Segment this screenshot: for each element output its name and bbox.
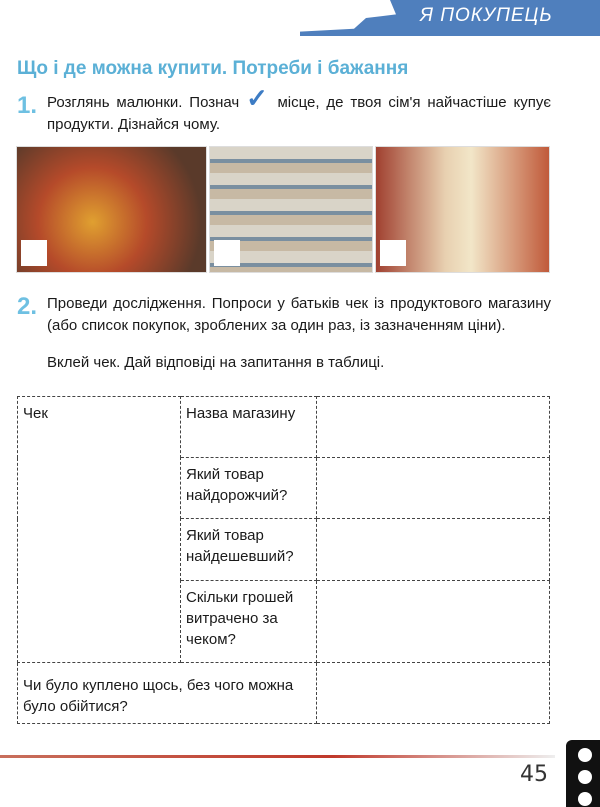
section-banner-label: Я ПОКУПЕЦЬ [420,5,553,26]
answer-cell[interactable] [317,581,550,663]
photo-supermarket-aisle [375,146,550,273]
question-cell: Скільки грошей витрачено за чеком? [181,581,317,663]
checkbox[interactable] [380,240,406,266]
dot-icon [578,792,592,806]
receipt-label: Чек [23,405,48,422]
task1-text-before: Розглянь малюнки. Познач [47,94,240,111]
task2-text2: Вклей чек. Дай відповіді на запитання в таблиці. [47,354,385,371]
task2-text: Проведи дослідження. Попроси у батьків чек із продуктового магазину (або список покупок, зроблених за один раз, із зазначенням ціни). [47,295,551,334]
answer-cell[interactable] [317,397,550,458]
question-cell: Який товар найдорожчий? [181,458,317,519]
task-number: 1. [17,92,38,119]
question-cell: Який товар найдешевший? [181,519,317,581]
checkbox[interactable] [214,240,240,266]
task1-text [47,83,552,136]
answer-cell[interactable] [317,458,550,519]
photo-market [16,146,207,273]
receipt-paste-area [18,397,181,663]
task-number: 2. [17,293,38,320]
question-cell: Назва магазину [181,397,317,458]
question-cell: Чи було куплено щось, без чого можна було обійтися? [18,663,317,724]
answer-cell[interactable] [317,519,550,581]
footer-divider [0,755,555,758]
task1-text-after: місце, де твоя сім'я найчастіше купує продукти. Дізнайся чому. [47,94,552,133]
receipt-table [17,396,550,724]
checkmark-icon: ✓ [246,83,271,113]
page-edge-tab [566,740,600,807]
answer-cell[interactable] [317,663,550,724]
page-title: Що і де можна купити. Потреби і бажання [17,58,409,79]
checkbox[interactable] [21,240,47,266]
page-number: 45 [520,762,548,787]
dot-icon [578,748,592,762]
photo-store-shelves [209,146,373,273]
dot-icon [578,770,592,784]
